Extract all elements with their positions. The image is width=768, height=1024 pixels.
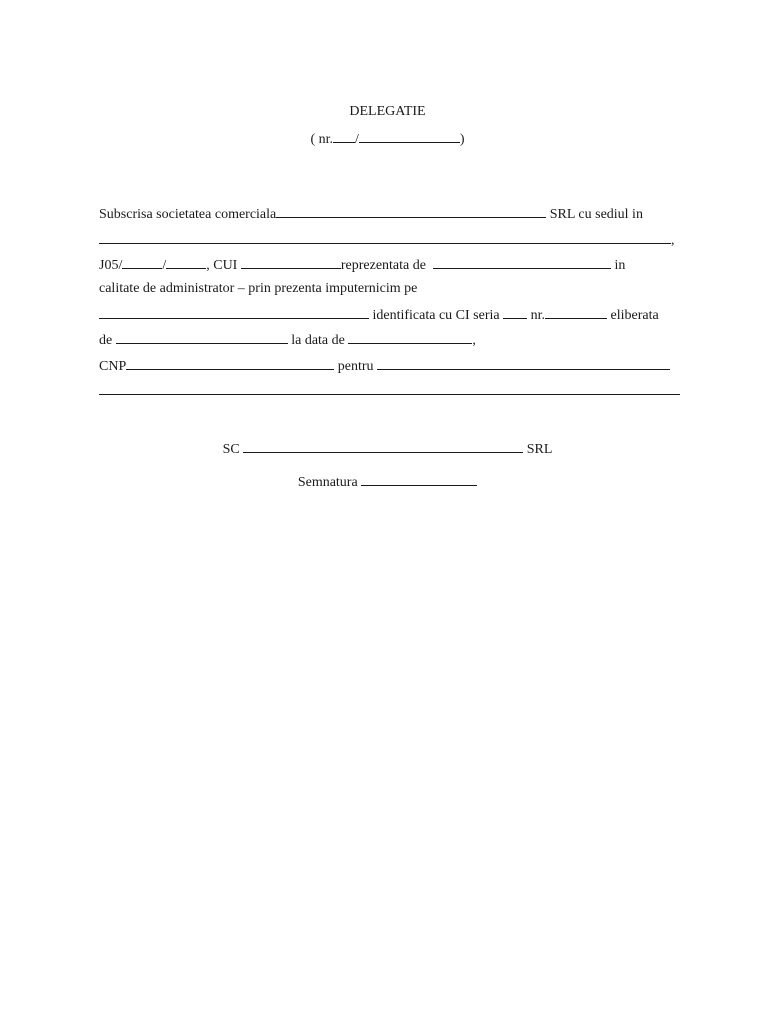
document-title: DELEGATIE xyxy=(349,104,426,119)
date-blank[interactable] xyxy=(359,129,460,143)
issuer-line: de la data de , xyxy=(92,312,476,350)
purpose-continuation-blank[interactable] xyxy=(99,381,680,395)
id-series-blank[interactable] xyxy=(503,305,527,319)
registry-line: J05/ / , CUI reprezentata de in xyxy=(92,237,625,275)
signature-line: Semnatura xyxy=(0,454,768,492)
administrator-line: calitate de administrator – prin prezenta imputernicim pe xyxy=(99,281,418,296)
cnp-line: CNP pentru xyxy=(92,338,670,376)
signature-blank[interactable] xyxy=(361,472,477,486)
delegation-number: ( nr. / ) xyxy=(0,111,768,149)
signing-company-blank[interactable] xyxy=(243,439,523,453)
purpose-continuation-line xyxy=(92,363,680,401)
representative-blank[interactable] xyxy=(433,255,611,269)
company-signature-line: SC SRL xyxy=(0,421,768,459)
delegate-line: identificata cu CI seria nr. eliberata xyxy=(92,287,659,325)
address-line: , xyxy=(92,212,675,250)
company-line: Subscrisa societatea comerciala SRL cu sediul in xyxy=(92,186,643,224)
number-blank[interactable] xyxy=(333,129,355,143)
id-number-blank[interactable] xyxy=(545,305,607,319)
